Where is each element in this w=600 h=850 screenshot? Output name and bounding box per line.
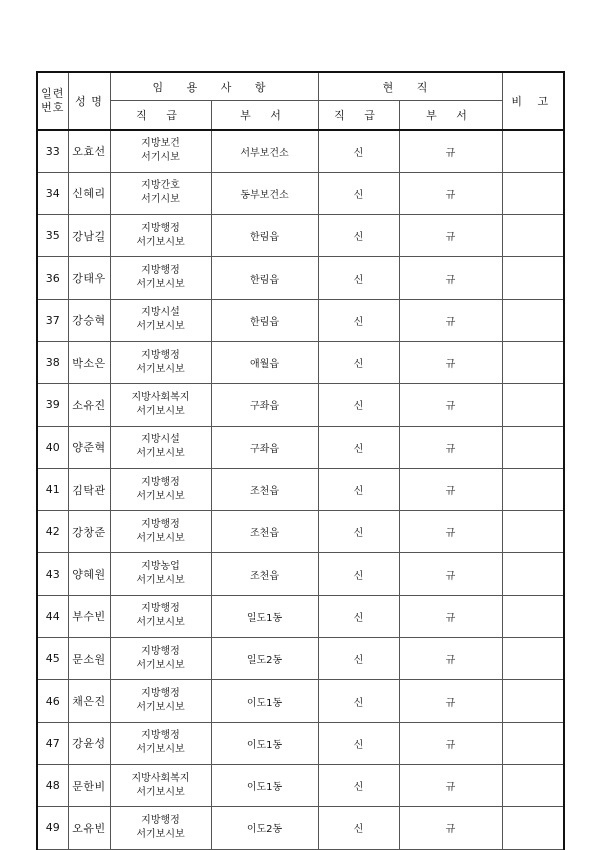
name-cell: 소유진 (68, 384, 110, 426)
name-cell: 강윤성 (68, 722, 110, 764)
appointment-grade-cell (110, 638, 211, 680)
appointment-grade-cell (110, 680, 211, 722)
table-row (37, 426, 564, 468)
current-grade-cell: 신 (318, 426, 399, 468)
grade-line2: 서기보시보 (136, 363, 185, 375)
current-department-cell: 규 (399, 341, 502, 383)
current-department-cell: 규 (399, 172, 502, 214)
grade-line2: 서기보시보 (136, 659, 185, 671)
current-department-cell: 규 (399, 511, 502, 553)
current-department-cell: 규 (399, 764, 502, 806)
appointment-grade-cell (110, 468, 211, 510)
current-grade-cell: 신 (318, 511, 399, 553)
appointment-grade-header: 직 급 (110, 101, 211, 131)
appointment-grade-cell (110, 215, 211, 257)
name-cell: 김탁관 (68, 468, 110, 510)
appointment-department-cell: 한림읍 (211, 215, 318, 257)
current-grade-cell: 신 (318, 764, 399, 806)
grade-line2: 서기시보 (141, 194, 180, 206)
grade-line1: 지방사회복지 (131, 772, 190, 784)
grade-line2: 서기보시보 (136, 448, 185, 460)
current-department-cell: 규 (399, 299, 502, 341)
current-grade-cell: 신 (318, 595, 399, 637)
table-row (37, 384, 564, 426)
appointment-department-cell: 한림읍 (211, 299, 318, 341)
current-department-cell: 규 (399, 553, 502, 595)
appointment-table (36, 71, 565, 850)
serial-number-cell: 37 (37, 299, 68, 341)
current-department-cell: 규 (399, 215, 502, 257)
name-cell: 문소원 (68, 638, 110, 680)
grade-line2: 서기보시보 (136, 532, 185, 544)
grade-line1: 지방시설 (141, 434, 180, 446)
serial-number-header-line1: 일련 (41, 87, 65, 100)
current-department-cell: 규 (399, 468, 502, 510)
current-department-cell: 규 (399, 638, 502, 680)
name-cell: 채은진 (68, 680, 110, 722)
table-row (37, 638, 564, 680)
current-grade-cell: 신 (318, 130, 399, 172)
current-department-cell: 규 (399, 595, 502, 637)
grade-line1: 지방행정 (141, 265, 180, 277)
appointment-grade-cell (110, 341, 211, 383)
remarks-cell (502, 722, 564, 764)
remarks-cell (502, 807, 564, 849)
appointment-grade-cell (110, 172, 211, 214)
current-grade-cell: 신 (318, 384, 399, 426)
grade-line2: 서기보시보 (136, 786, 185, 798)
remarks-cell (502, 299, 564, 341)
appointment-document (36, 71, 563, 850)
current-department-cell: 규 (399, 257, 502, 299)
current-grade-cell: 신 (318, 722, 399, 764)
serial-number-cell: 40 (37, 426, 68, 468)
serial-number-cell: 38 (37, 341, 68, 383)
appointment-department-cell: 일도2동 (211, 638, 318, 680)
grade-line1: 지방행정 (141, 814, 180, 826)
name-cell: 양혜원 (68, 553, 110, 595)
current-grade-cell: 신 (318, 468, 399, 510)
serial-number-cell: 43 (37, 553, 68, 595)
remarks-cell (502, 764, 564, 806)
serial-number-cell: 36 (37, 257, 68, 299)
remarks-header: 비 고 (502, 72, 564, 130)
table-row (37, 215, 564, 257)
remarks-cell (502, 426, 564, 468)
appointment-department-cell: 애월읍 (211, 341, 318, 383)
serial-number-header-line2: 번호 (41, 101, 65, 114)
table-row (37, 130, 564, 172)
serial-number-cell: 34 (37, 172, 68, 214)
serial-number-cell: 45 (37, 638, 68, 680)
table-row (37, 468, 564, 510)
appointment-department-cell: 서부보건소 (211, 130, 318, 172)
appointment-grade-cell (110, 553, 211, 595)
current-department-cell: 규 (399, 384, 502, 426)
table-row (37, 511, 564, 553)
remarks-cell (502, 511, 564, 553)
appointment-grade-cell (110, 426, 211, 468)
remarks-cell (502, 172, 564, 214)
appointment-department-header: 부 서 (211, 101, 318, 131)
current-department-cell: 규 (399, 807, 502, 849)
appointment-grade-cell (110, 130, 211, 172)
grade-line2: 서기보시보 (136, 828, 185, 840)
name-cell: 양준혁 (68, 426, 110, 468)
serial-number-cell: 33 (37, 130, 68, 172)
appointment-department-cell: 한림읍 (211, 257, 318, 299)
grade-line1: 지방간호 (141, 180, 180, 192)
appointment-department-cell: 이도1동 (211, 722, 318, 764)
current-department-cell: 규 (399, 722, 502, 764)
appointment-department-cell: 일도1동 (211, 595, 318, 637)
current-position-group-header: 현 직 (318, 72, 502, 101)
grade-line2: 서기보시보 (136, 321, 185, 333)
serial-number-cell: 35 (37, 215, 68, 257)
appointment-grade-cell (110, 595, 211, 637)
grade-line2: 서기보시보 (136, 405, 185, 417)
current-grade-cell: 신 (318, 215, 399, 257)
appointment-department-cell: 동부보건소 (211, 172, 318, 214)
grade-line1: 지방보건 (141, 138, 180, 150)
remarks-cell (502, 553, 564, 595)
table-row (37, 722, 564, 764)
table-row (37, 553, 564, 595)
current-grade-cell: 신 (318, 341, 399, 383)
serial-number-cell: 49 (37, 807, 68, 849)
table-row (37, 595, 564, 637)
serial-number-cell: 46 (37, 680, 68, 722)
table-row (37, 680, 564, 722)
grade-line2: 서기보시보 (136, 279, 185, 291)
serial-number-cell: 44 (37, 595, 68, 637)
appointment-grade-cell (110, 511, 211, 553)
appointment-department-cell: 조천읍 (211, 511, 318, 553)
table-header (37, 72, 564, 130)
appointment-department-cell: 이도1동 (211, 764, 318, 806)
grade-line1: 지방행정 (141, 645, 180, 657)
grade-line2: 서기보시보 (136, 236, 185, 248)
current-grade-cell: 신 (318, 257, 399, 299)
name-cell: 강태우 (68, 257, 110, 299)
name-cell: 박소은 (68, 341, 110, 383)
grade-line1: 지방행정 (141, 603, 180, 615)
grade-line1: 지방행정 (141, 349, 180, 361)
appointment-grade-cell (110, 257, 211, 299)
grade-line1: 지방행정 (141, 222, 180, 234)
name-cell: 신혜리 (68, 172, 110, 214)
current-department-cell: 규 (399, 130, 502, 172)
table-row (37, 341, 564, 383)
appointment-grade-cell (110, 299, 211, 341)
current-department-cell: 규 (399, 680, 502, 722)
table-row (37, 257, 564, 299)
serial-number-cell: 41 (37, 468, 68, 510)
serial-number-header (37, 72, 68, 130)
grade-line2: 서기보시보 (136, 490, 185, 502)
grade-line2: 서기시보 (141, 152, 180, 164)
appointment-department-cell: 이도1동 (211, 680, 318, 722)
name-cell: 오효선 (68, 130, 110, 172)
table-row (37, 807, 564, 849)
grade-line1: 지방농업 (141, 561, 180, 573)
appointment-department-cell: 이도2동 (211, 807, 318, 849)
serial-number-cell: 48 (37, 764, 68, 806)
grade-line1: 지방행정 (141, 730, 180, 742)
serial-number-cell: 39 (37, 384, 68, 426)
appointment-grade-cell (110, 384, 211, 426)
current-department-header: 부 서 (399, 101, 502, 131)
remarks-cell (502, 468, 564, 510)
current-grade-cell: 신 (318, 553, 399, 595)
serial-number-cell: 47 (37, 722, 68, 764)
grade-line2: 서기보시보 (136, 575, 185, 587)
appointment-department-cell: 구좌읍 (211, 384, 318, 426)
current-grade-header: 직 급 (318, 101, 399, 131)
remarks-cell (502, 257, 564, 299)
grade-line2: 서기보시보 (136, 617, 185, 629)
appointment-department-cell: 구좌읍 (211, 426, 318, 468)
name-header: 성 명 (68, 72, 110, 130)
remarks-cell (502, 384, 564, 426)
name-cell: 강승혁 (68, 299, 110, 341)
appointment-grade-cell (110, 764, 211, 806)
current-grade-cell: 신 (318, 299, 399, 341)
current-grade-cell: 신 (318, 172, 399, 214)
grade-line1: 지방시설 (141, 307, 180, 319)
name-cell: 오유빈 (68, 807, 110, 849)
remarks-cell (502, 215, 564, 257)
name-cell: 강남길 (68, 215, 110, 257)
current-grade-cell: 신 (318, 807, 399, 849)
remarks-cell (502, 680, 564, 722)
current-department-cell: 규 (399, 426, 502, 468)
grade-line1: 지방행정 (141, 688, 180, 699)
name-cell: 문한비 (68, 764, 110, 806)
table-body (37, 130, 564, 849)
grade-line1: 지방행정 (141, 518, 180, 530)
table-row (37, 172, 564, 214)
appointment-group-header: 임 용 사 항 (110, 72, 318, 101)
remarks-cell (502, 130, 564, 172)
name-cell: 강창준 (68, 511, 110, 553)
table-row (37, 764, 564, 806)
appointment-department-cell: 조천읍 (211, 468, 318, 510)
grade-line1: 지방사회복지 (131, 391, 190, 403)
current-grade-cell: 신 (318, 638, 399, 680)
remarks-cell (502, 595, 564, 637)
current-grade-cell: 신 (318, 680, 399, 722)
name-cell: 부수빈 (68, 595, 110, 637)
grade-line2: 서기보시보 (136, 702, 185, 713)
grade-line2: 서기보시보 (136, 744, 185, 756)
appointment-department-cell: 조천읍 (211, 553, 318, 595)
appointment-grade-cell (110, 807, 211, 849)
remarks-cell (502, 341, 564, 383)
grade-line1: 지방행정 (141, 476, 180, 488)
appointment-grade-cell (110, 722, 211, 764)
remarks-cell (502, 638, 564, 680)
serial-number-cell: 42 (37, 511, 68, 553)
table-row (37, 299, 564, 341)
